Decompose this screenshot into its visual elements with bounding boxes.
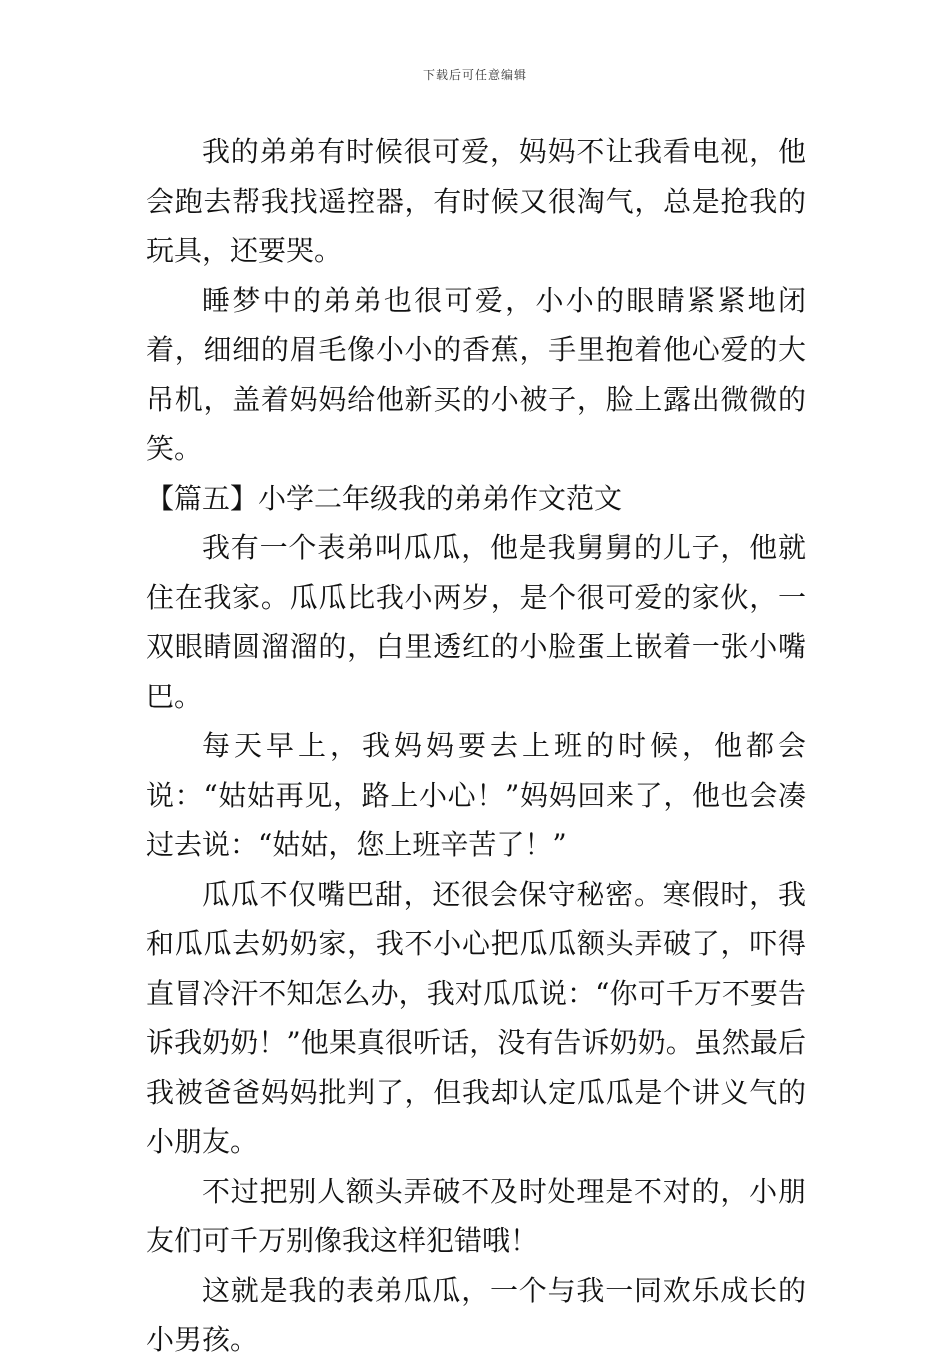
paragraph-3: 我有一个表弟叫瓜瓜，他是我舅舅的儿子，他就住在我家。瓜瓜比我小两岁，是个很可爱的家伙，一双眼睛圆溜溜的，白里透红的小脸蛋上嵌着一张小嘴巴。 <box>146 531 806 713</box>
paragraph-2: 睡梦中的弟弟也很可爱，小小的眼睛紧紧地闭着，细细的眉毛像小小的香蕉，手里抱着他心爱的大吊机，盖着妈妈给他新买的小被子，脸上露出微微的笑。 <box>146 283 806 465</box>
header-note: 下载后可任意编辑 <box>422 68 527 82</box>
paragraph-4: 每天早上，我妈妈要去上班的时候，他都会说：“姑姑再见，路上小心！”妈妈回来了，他也会凑过去说：“姑姑，您上班辛苦了！” <box>146 729 806 861</box>
paragraph-6: 不过把别人额头弄破不及时处理是不对的，小朋友们可千万别像我这样犯错哦！ <box>146 1174 806 1257</box>
paragraph-5: 瓜瓜不仅嘴巴甜，还很会保守秘密。寒假时，我和瓜瓜去奶奶家，我不小心把瓜瓜额头弄破了，吓得直冒冷汗不知怎么办，我对瓜瓜说：“你可千万不要告诉我奶奶！”他果真很听话，没有告诉奶奶。虽然最后我被爸爸妈妈批判了，但我却认定瓜瓜是个讲义气的小朋友。 <box>146 877 806 1158</box>
document-body <box>146 127 806 1365</box>
paragraph-7: 这就是我的表弟瓜瓜，一个与我一同欢乐成长的小男孩。 <box>146 1273 806 1356</box>
section-title: 【篇五】小学二年级我的弟弟作文范文 <box>146 481 623 515</box>
paragraph-1: 我的弟弟有时候很可爱，妈妈不让我看电视，他会跑去帮我找遥控器，有时候又很淘气，总是抢我的玩具，还要哭。 <box>146 135 806 267</box>
